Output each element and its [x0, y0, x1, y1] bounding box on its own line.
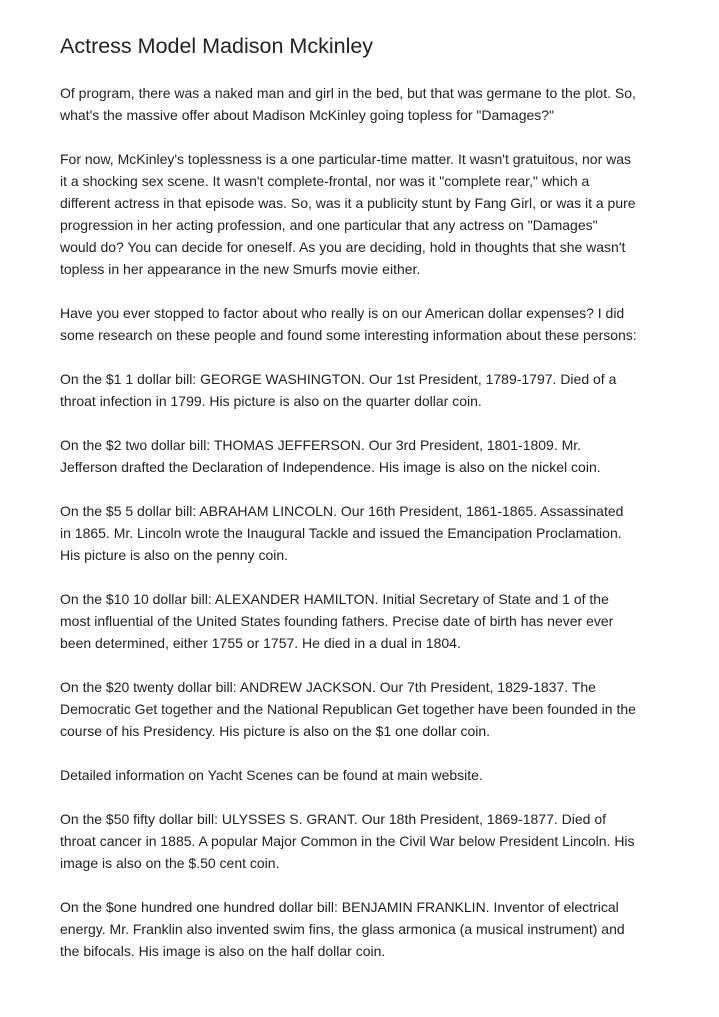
paragraph-line: it a shocking sex scene. It wasn't complete-frontal, nor was it "complete rear," which a: [60, 173, 590, 189]
paragraph-line: the bifocals. His image is also on the half dollar coin.: [60, 943, 386, 959]
paragraph-line: On the $50 fifty dollar bill: ULYSSES S. GRANT. Our 18th President, 1869-1877. Died of: [60, 811, 607, 827]
paragraph-twenty-dollar: [60, 676, 664, 742]
paragraph-line: image is also on the $.50 cent coin.: [60, 855, 280, 871]
paragraph-hundred-dollar: [60, 896, 664, 962]
paragraph-line: For now, McKinley's toplessness is a one particular-time matter. It wasn't gratuitous, nor was: [60, 151, 632, 167]
paragraph-two-dollar: [60, 434, 664, 478]
paragraph-line: On the $2 two dollar bill: THOMAS JEFFERSON. Our 3rd President, 1801-1809. Mr.: [60, 437, 582, 453]
paragraph-yacht-scenes: [60, 764, 664, 786]
paragraph-line: would do? You can decide for oneself. As you are deciding, hold in thoughts that she wasn't: [60, 239, 626, 255]
paragraph-ten-dollar: [60, 588, 664, 654]
paragraph-line: most influential of the United States founding fathers. Precise date of birth has never ever: [60, 613, 614, 629]
paragraph-line: On the $20 twenty dollar bill: ANDREW JACKSON. Our 7th President, 1829-1837. The: [60, 679, 596, 695]
paragraph-dollar-intro: [60, 302, 664, 346]
paragraph-line: in 1865. Mr. Lincoln wrote the Inaugural Tackle and issued the Emancipation Proclamation.: [60, 525, 622, 541]
paragraph-five-dollar: [60, 500, 664, 566]
paragraph-line: what's the massive offer about Madison McKinley going topless for "Damages?": [60, 107, 555, 123]
paragraph-line: His picture is also on the penny coin.: [60, 547, 289, 563]
paragraph-line: On the $10 10 dollar bill: ALEXANDER HAMILTON. Initial Secretary of State and 1 of the: [60, 591, 609, 607]
paragraph-line: some research on these people and found some interesting information about these persons:: [60, 327, 637, 343]
paragraph-line: different actress in that episode was. So, was it a publicity stunt by Fang Girl, or was it a pure: [60, 195, 636, 211]
document-body: [60, 82, 664, 984]
paragraph-toplessness: [60, 148, 664, 280]
paragraph-line: On the $one hundred one hundred dollar bill: BENJAMIN FRANKLIN. Inventor of electrical: [60, 899, 619, 915]
paragraph-intro: [60, 82, 664, 126]
paragraph-line: progression in her acting profession, and one particular that any actress on "Damages": [60, 217, 598, 233]
paragraph-line: course of his Presidency. His picture is also on the $1 one dollar coin.: [60, 723, 491, 739]
paragraph-line: Jefferson drafted the Declaration of Independence. His image is also on the nickel coin.: [60, 459, 601, 475]
paragraph-line: Of program, there was a naked man and girl in the bed, but that was germane to the plot. So,: [60, 85, 636, 101]
paragraph-line: throat infection in 1799. His picture is also on the quarter dollar coin.: [60, 393, 482, 409]
paragraph-line: Have you ever stopped to factor about who really is on our American dollar expenses? I did: [60, 305, 625, 321]
paragraph-line: throat cancer in 1885. A popular Major Common in the Civil War below President Lincoln. His: [60, 833, 635, 849]
paragraph-line: been determined, either 1755 or 1757. He died in a dual in 1804.: [60, 635, 461, 651]
paragraph-line: On the $1 1 dollar bill: GEORGE WASHINGTON. Our 1st President, 1789-1797. Died of a: [60, 371, 617, 387]
paragraph-line: Democratic Get together and the National Republican Get together have been founded in the: [60, 701, 636, 717]
paragraph-line: topless in her appearance in the new Smurfs movie either.: [60, 261, 421, 277]
paragraph-line: On the $5 5 dollar bill: ABRAHAM LINCOLN. Our 16th President, 1861-1865. Assassinated: [60, 503, 624, 519]
paragraph-one-dollar: [60, 368, 664, 412]
paragraph-line: energy. Mr. Franklin also invented swim fins, the glass armonica (a musical instrument) and: [60, 921, 625, 937]
paragraph-line: Detailed information on Yacht Scenes can be found at main website.: [60, 767, 483, 783]
paragraph-fifty-dollar: [60, 808, 664, 874]
document-title: Actress Model Madison Mckinley: [60, 34, 374, 58]
